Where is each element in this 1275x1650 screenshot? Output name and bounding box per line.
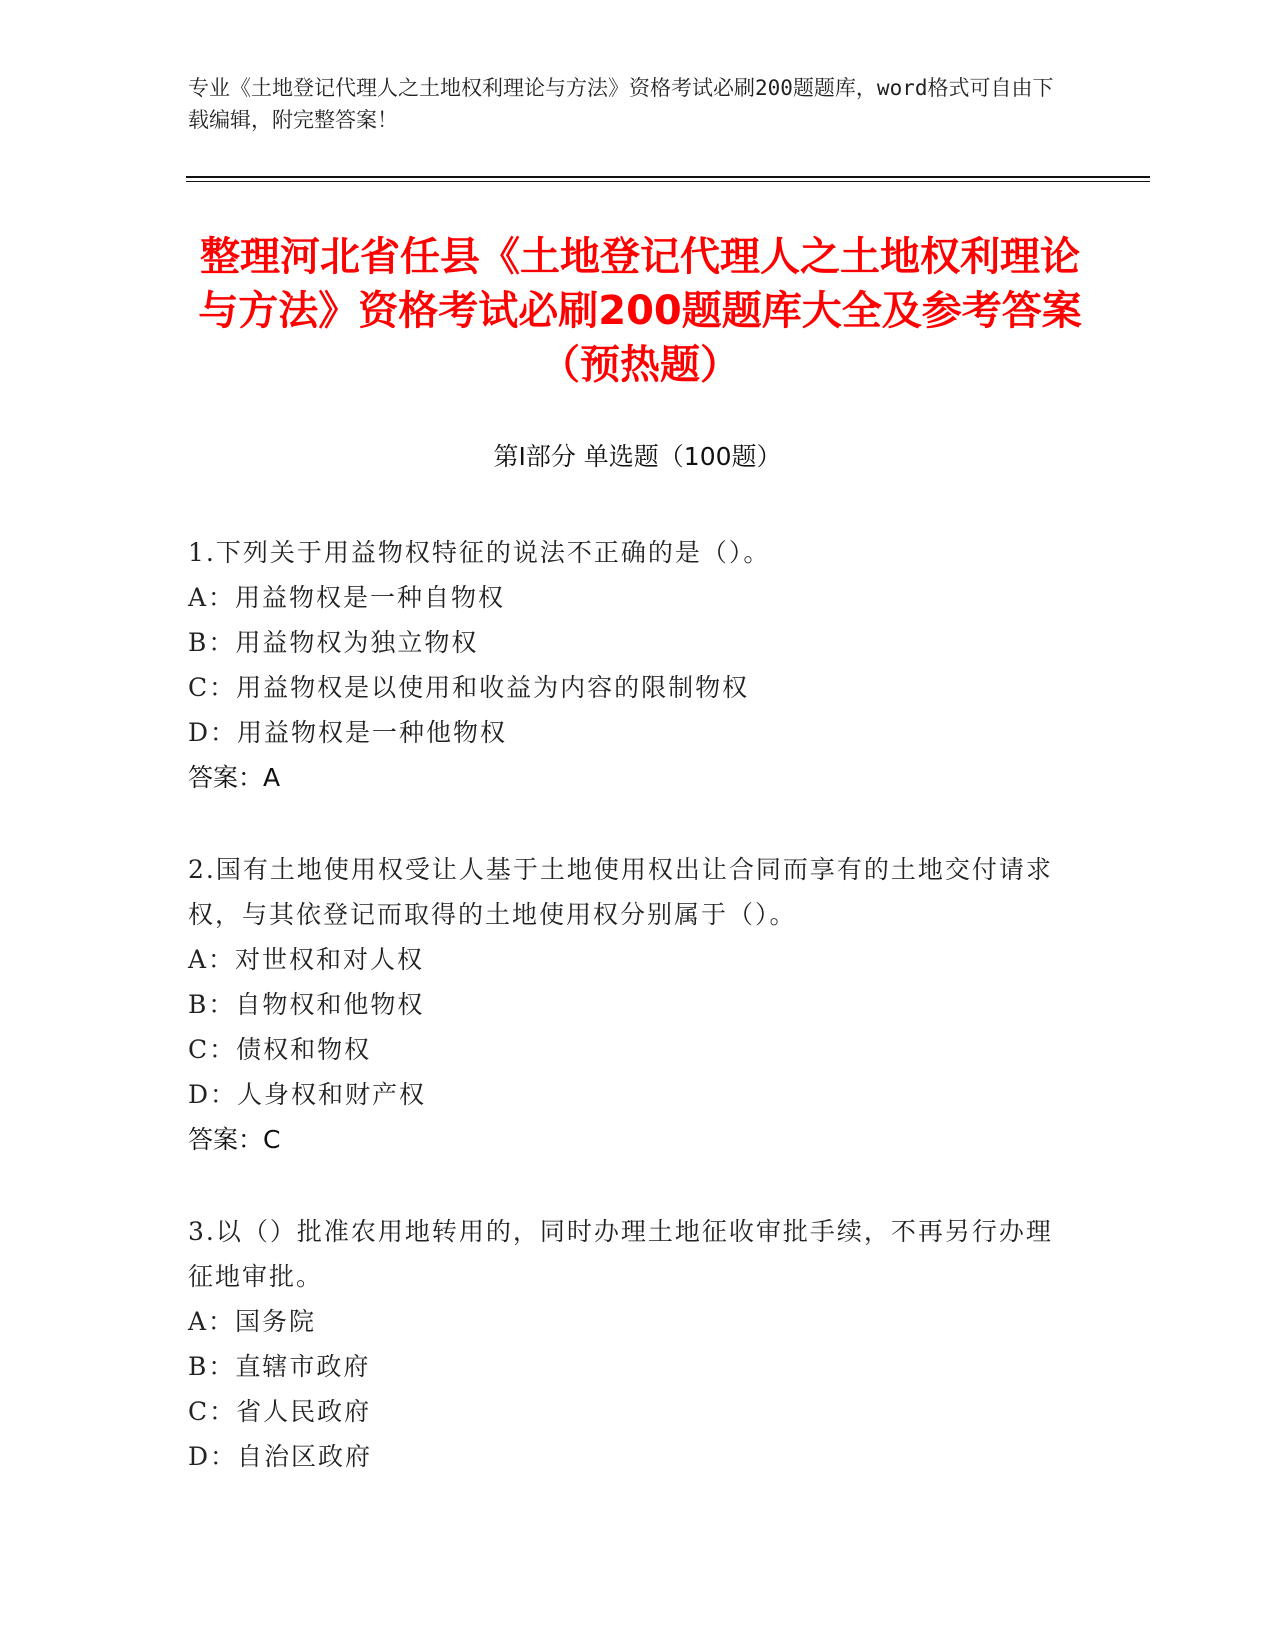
option-c: C：用益物权是以使用和收益为内容的限制物权 <box>188 673 750 702</box>
option-b: B：用益物权为独立物权 <box>188 628 479 657</box>
option-d: D：自治区政府 <box>188 1442 373 1471</box>
option-c: C：债权和物权 <box>188 1035 372 1064</box>
question-3 <box>188 1209 1068 1479</box>
header-rule-thin <box>186 181 1150 182</box>
option-d: D：人身权和财产权 <box>188 1080 427 1109</box>
option-c: C：省人民政府 <box>188 1397 372 1426</box>
question-1 <box>188 530 1068 801</box>
option-a: A：对世权和对人权 <box>188 945 425 974</box>
question-2 <box>188 847 1068 1163</box>
answer: 答案：A <box>188 763 281 792</box>
section-title: 第Ⅰ部分 单选题（100题） <box>493 442 782 471</box>
option-d: D：用益物权是一种他物权 <box>188 718 508 747</box>
question-list <box>188 530 1068 1525</box>
option-a: A：用益物权是一种自物权 <box>188 583 506 612</box>
document-title: 整理河北省任县《土地登记代理人之土地权利理论与方法》资格考试必刷200题题库大全及参考答案（预热题） <box>198 234 1082 388</box>
answer: 答案：C <box>188 1125 281 1154</box>
header-note: 专业《土地登记代理人之土地权利理论与方法》资格考试必刷200题题库，word格式可自由下载编辑，附完整答案！ <box>188 76 1054 132</box>
option-b: B：自物权和他物权 <box>188 990 425 1019</box>
header-rule <box>186 176 1150 178</box>
question-stem: 2.国有土地使用权受让人基于土地使用权出让合同而享有的土地交付请求权，与其依登记而取得的土地使用权分别属于（）。 <box>188 855 1053 929</box>
question-stem: 1.下列关于用益物权特征的说法不正确的是（）。 <box>188 538 771 567</box>
question-stem: 3.以（）批准农用地转用的，同时办理土地征收审批手续，不再另行办理征地审批。 <box>188 1217 1053 1291</box>
option-a: A：国务院 <box>188 1307 317 1336</box>
option-b: B：直辖市政府 <box>188 1352 371 1381</box>
